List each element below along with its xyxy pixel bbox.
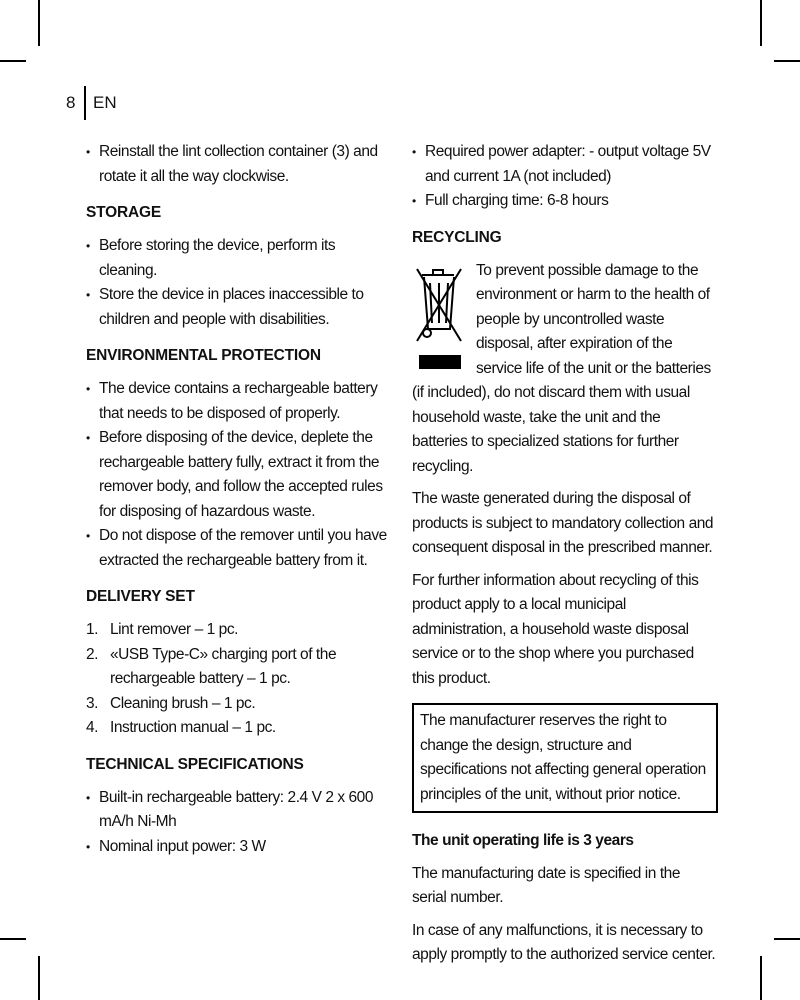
crop-mark	[760, 0, 762, 46]
crop-mark	[0, 938, 26, 940]
tech-heading: TECHNICAL SPECIFICATIONS	[86, 755, 304, 773]
list-item: • Nominal input power: 3 W	[86, 835, 396, 860]
environment-heading: ENVIRONMENTAL PROTECTION	[86, 347, 321, 364]
crop-mark	[774, 60, 800, 62]
intro-list	[86, 140, 396, 189]
delivery-heading: DELIVERY SET	[86, 588, 195, 605]
crop-mark	[0, 60, 26, 62]
crop-mark	[38, 956, 40, 1000]
list-item: • The device contains a rechargeable battery that needs to be disposed of properly.	[86, 377, 396, 426]
tech-continued-list	[412, 140, 718, 214]
right-column	[412, 140, 718, 976]
header-divider	[84, 86, 86, 120]
recycling-paragraph: For further information about recycling of this product apply to a local municipal administration, a household waste disposal service or to the shop where you purchased this product.	[412, 571, 699, 687]
list-item: • Full charging time: 6-8 hours	[412, 189, 718, 214]
recycling-paragraph: To prevent possible damage to the environment or harm to the health of people by uncontrolled waste disposal, after expiration of the service life of the unit or the batteries (if included), do not discard them with usual household waste, take the unit and the batteries to specialized stations for further recycling.	[412, 261, 711, 475]
crossed-out-wheelie-bin-icon	[414, 263, 464, 373]
manufacturer-notice-box: The manufacturer reserves the right to change the design, structure and specifications not affecting general operation principles of the unit, without prior notice.	[412, 703, 718, 813]
delivery-list	[86, 618, 396, 741]
operating-life: The unit operating life is 3 years	[412, 832, 634, 849]
list-item: • Store the device in places inaccessible to children and people with disabilities.	[86, 283, 396, 332]
malfunction-note: In case of any malfunctions, it is necessary to apply promptly to the authorized service center.	[412, 921, 716, 963]
item-text: Lint remover – 1 pc.	[110, 621, 238, 638]
item-number: 1.	[86, 621, 99, 638]
tech-list	[86, 786, 396, 860]
list-item: • Before disposing of the device, deplete the rechargeable battery fully, extract it from the remover body, and follow the accepted rules for disposing of hazardous waste.	[86, 426, 396, 524]
list-item	[86, 618, 396, 643]
list-item: • Built-in rechargeable battery: 2.4 V 2 x 600 mA/h Ni-Mh	[86, 786, 396, 835]
item-text: «USB Type-C» charging port of the rechargeable battery – 1 pc.	[110, 645, 337, 687]
recycling-section	[412, 259, 718, 692]
item-text: Cleaning brush – 1 pc.	[110, 694, 256, 712]
list-item: • Required power adapter: - output voltage 5V and current 1A (not included)	[412, 140, 718, 189]
storage-heading: STORAGE	[86, 204, 161, 221]
list-item	[86, 692, 396, 717]
crop-mark	[760, 956, 762, 1000]
item-number: 4.	[86, 719, 99, 736]
left-column	[86, 140, 396, 859]
environment-list	[86, 377, 396, 573]
list-item: • Reinstall the lint collection container (3) and rotate it all the way clockwise.	[86, 140, 396, 189]
list-item: • Before storing the device, perform its cleaning.	[86, 234, 396, 283]
storage-list	[86, 234, 396, 332]
recycling-heading: RECYCLING	[412, 228, 502, 246]
manufacturing-date: The manufacturing date is specified in the serial number.	[412, 864, 681, 906]
language-code: EN	[93, 93, 117, 112]
crop-mark	[38, 0, 40, 46]
list-item	[86, 716, 396, 741]
item-number: 3.	[86, 694, 99, 712]
crop-mark	[774, 938, 800, 940]
item-text: Instruction manual – 1 pc.	[110, 719, 276, 736]
page-number: 8	[66, 93, 76, 112]
item-number: 2.	[86, 645, 99, 663]
recycling-paragraph: The waste generated during the disposal of products is subject to mandatory collection and consequent disposal in the prescribed manner.	[412, 490, 714, 556]
list-item: • Do not dispose of the remover until you have extracted the rechargeable battery from it.	[86, 524, 396, 573]
page-header	[66, 86, 117, 120]
list-item	[86, 643, 396, 692]
